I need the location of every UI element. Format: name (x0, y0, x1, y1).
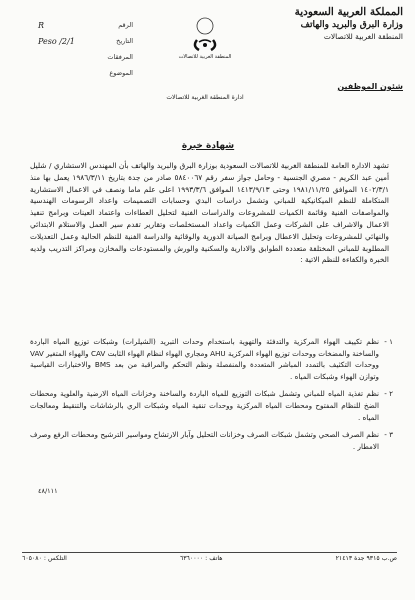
list-item (30, 336, 393, 382)
item-number: ١ - (384, 337, 393, 346)
list-item (30, 429, 393, 452)
document-title: شهادة خبرة (181, 141, 235, 151)
body-text: تشهد الادارة العامة للمنطقة الغربية للاتصالات السعودية بوزارة البرق والبريد والهاتف بأن المهندس الاستشاري / شليل أمين عبد الكريم - مصري الجنسية - وحامل جواز سفر رقم ٥٨٤٠٠٦٧ صادر من جدة بتاريخ ١٩٨٦/٣/١١ يعمل بها منذ ١٤٠٢/٣/١ الموافق ١٩٨١/١١/٢٥ وحتى ١٤١٣/٩/١٣ الموافق ١٩٩٣/٣/٦ اعلى علم ماما ونصف في الاعمال الاستشارية المتكاملة للنظم الميكانيكية للمباني وتشمل دراسات البدي وحسابات التصميمات واعداد الرسومات الهندسية والمواصفات الفنية وقائمة الكميات للمشروعات والدراسات الفنية لتحليل العطاءات واعتماد العينات وبرامج تنفيذ الاعمال والاشراف على الشركات وعمل الكميات واعداد المستخلصات وتقارير تقدم سير العمل والاستلام الابتدائي والنهائي للمشروعات وتحليل الاعطال وبرامج الصيانة الدورية والوقائية والدراسة الفنية للنظم الحالية وعمل التعديلات المطلوبة للمباني المختلفة متعددة الطوابق والادارية والسكنية والورش والمستودعات والمخازن ومراكز التدريب ولديه الخبرة والكفاءة للنظم الاتية : (30, 161, 389, 265)
letterhead-arabic (253, 6, 403, 91)
item-number: ٣ - (384, 430, 393, 440)
date-value: Peso /2/1 (38, 36, 75, 46)
document-reference: ٤٨/١١١ (38, 487, 58, 495)
date-label: التاريخ (116, 37, 133, 45)
sub-department: ادارة المنطقة الغربية للاتصالات (166, 94, 244, 101)
number-label: الرقم (118, 21, 133, 29)
footer-telex: التلكس : ٦٠٥٠٨٠ (22, 555, 67, 562)
kingdom-name: المملكة العربية السعودية (294, 6, 403, 18)
item-text: نظم الصرف الصحي وتشمل شبكات الصرف وخزانات التحليل وآبار الارتشاح ومواسير الترشيح ومحطات الرفع وصرف الامطار . (30, 430, 379, 451)
item-text: نظم تغذية المياه للمباني وتشمل شبكات التوزيع للمياه الباردة والساخنة وخزانات المياه الارضية والعلوية ومحطات الضخ للنظام المفتوح ومحطات المياه المركزية ووحدات تنقية المياه وشبكات الري بالرشاشات والتنقيط ومعالجات المياه . (30, 389, 379, 422)
footer (22, 555, 397, 562)
ministry-name: وزارة البرق والبريد والهاتف (300, 20, 403, 30)
body-paragraph (30, 160, 389, 266)
systems-list (30, 336, 393, 458)
footer-divider (22, 552, 397, 553)
region-name: المنطقة الغربية للاتصالات (323, 32, 403, 41)
logo-caption: المنطقة الغربية للاتصالات (178, 54, 232, 60)
subject-label: الموضوع (109, 69, 133, 77)
footer-address: ص.ب ٩٣١٥ جدة ٢١٤١٣ (335, 555, 397, 562)
ministry-logo (175, 14, 235, 62)
item-number: ٢ - (384, 389, 393, 399)
footer-phone: هاتف : ٦٣٦٠٠٠٠ (179, 555, 223, 562)
emblem-icon (175, 14, 235, 54)
attachments-label: المرفقات (107, 53, 133, 61)
list-item (30, 388, 393, 423)
section-name: شئون الموظفين (337, 82, 403, 91)
number-value: R (38, 20, 45, 30)
reference-block (38, 17, 133, 81)
item-text: نظم تكييف الهواء المركزية والتدفئة والتهوية باستخدام وحدات التبريد (الشيلرات) وشبكات توزيع المياه الباردة والساخنة والمضخات ووحدات توزيع الهواء المركزية AHU ومجاري الهواء لنظام الهواء الثابت CAV والهواء المتغير VAV ووحدات التكثيف بالتمدد المباشر المتعددة والمنفصلة ونظم التحكم والمراقبة من بعد BMS والاختبارات القياسية وتوازن الهواء وشبكات المياه . (30, 337, 379, 381)
